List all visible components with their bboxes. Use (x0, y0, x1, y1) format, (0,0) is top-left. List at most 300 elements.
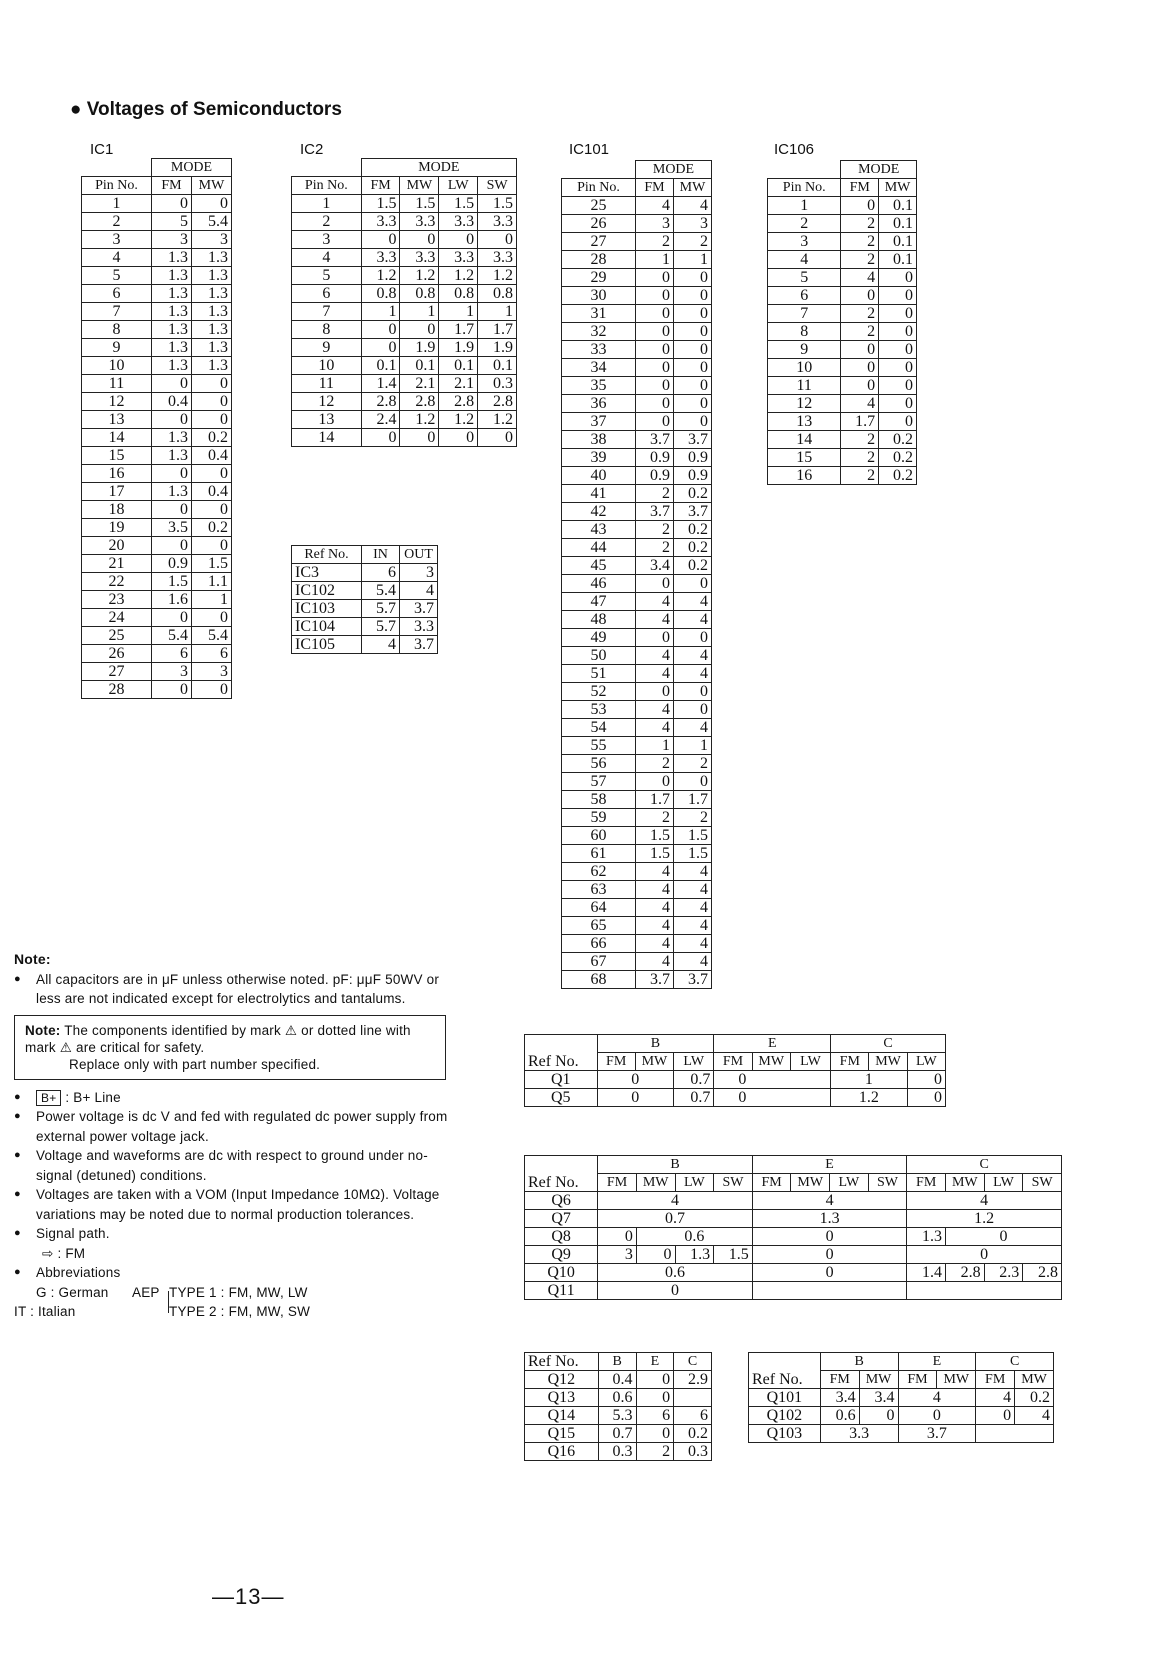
ic2-row (292, 357, 517, 375)
ic1-row (82, 537, 232, 555)
ic106-table (767, 160, 917, 485)
pin-cell: 60 (562, 827, 636, 845)
pin-cell: 9 (768, 341, 841, 359)
ic1-row (82, 645, 232, 663)
value-cell: 0 (192, 609, 232, 627)
value-cell: 2 (674, 233, 712, 251)
ic101-row (562, 971, 712, 989)
ic2-row (292, 321, 517, 339)
q4-row (749, 1389, 1054, 1407)
ic101-table (561, 160, 712, 989)
value-cell: 2 (636, 1443, 674, 1461)
value-cell: 0 (674, 305, 712, 323)
value-cell: 6 (636, 1407, 674, 1425)
pin-cell: 51 (562, 665, 636, 683)
pin-cell: 26 (562, 215, 636, 233)
value-cell: 0 (841, 287, 879, 305)
pin-cell: 31 (562, 305, 636, 323)
value-cell: 1.2 (478, 411, 517, 429)
value-cell: 0 (636, 359, 674, 377)
pin-cell: 5 (292, 267, 362, 285)
q2-group-b: B (598, 1156, 753, 1174)
value-cell: 3.7 (674, 971, 712, 989)
pin-cell: 37 (562, 413, 636, 431)
q3-col-c: C (674, 1353, 712, 1371)
q1-sub: FM (831, 1053, 869, 1071)
pin-cell: 12 (768, 395, 841, 413)
q2-sub: LW (830, 1174, 869, 1192)
q1-group-c: C (831, 1035, 946, 1053)
cell: 0 (898, 1407, 976, 1425)
pin-cell: IC102 (292, 582, 362, 600)
pin-cell: Q14 (525, 1407, 599, 1425)
value-cell: 1 (636, 251, 674, 269)
value-cell: 0.2 (674, 485, 712, 503)
ic101-row (562, 737, 712, 755)
safety-note-title: Note: (25, 1022, 61, 1038)
q4-col-ref: Ref No. (749, 1371, 821, 1389)
value-cell: 1.9 (400, 339, 439, 357)
pin-cell: 4 (768, 251, 841, 269)
notes-title: Note: (14, 951, 51, 967)
q-table-4 (748, 1352, 1054, 1443)
value-cell: 2 (841, 449, 879, 467)
pin-cell: 16 (768, 467, 841, 485)
pin-cell: IC103 (292, 600, 362, 618)
value-cell: 0 (674, 683, 712, 701)
ic101-row (562, 503, 712, 521)
pin-cell: 27 (562, 233, 636, 251)
ic106-row (768, 305, 917, 323)
q1-row (525, 1089, 946, 1107)
ic101-row (562, 413, 712, 431)
pin-cell: 67 (562, 953, 636, 971)
ic101-row (562, 233, 712, 251)
value-cell: 0 (192, 681, 232, 699)
value-cell: 2.4 (361, 411, 400, 429)
q1-sub: MW (752, 1053, 790, 1071)
ic101-row (562, 773, 712, 791)
pin-cell: 39 (562, 449, 636, 467)
value-cell: 4 (636, 593, 674, 611)
ic101-row (562, 647, 712, 665)
value-cell: 1.5 (361, 195, 400, 213)
abbr-type1: TYPE 1 : FM, MW, LW (169, 1284, 308, 1300)
q2-row (525, 1264, 1062, 1282)
value-cell: 3.3 (439, 249, 478, 267)
ic2-row (292, 393, 517, 411)
ic2-row (292, 339, 517, 357)
value-cell: 2 (841, 323, 879, 341)
value-cell: 4 (636, 935, 674, 953)
value-cell: 0 (400, 429, 439, 447)
pin-cell: 65 (562, 917, 636, 935)
ic101-col-pin: Pin No. (562, 179, 636, 197)
ic1-table (81, 158, 232, 699)
value-cell: 1.5 (674, 845, 712, 863)
value-cell: 3.3 (400, 249, 439, 267)
value-cell: 1.3 (152, 357, 192, 375)
pin-cell: 19 (82, 519, 152, 537)
pin-cell: 7 (768, 305, 841, 323)
pin-cell: 29 (562, 269, 636, 287)
q2-group-e: E (752, 1156, 907, 1174)
cell: 0 (976, 1407, 1015, 1425)
cell: 0 (752, 1246, 907, 1264)
value-cell: 4 (636, 665, 674, 683)
value-cell: 5.7 (362, 600, 400, 618)
ic1-row (82, 303, 232, 321)
value-cell: 4 (636, 611, 674, 629)
ic101-row (562, 719, 712, 737)
q3-col-ref: Ref No. (525, 1353, 599, 1371)
ref-ic-row (292, 618, 438, 636)
cell: 0 (752, 1264, 907, 1282)
value-cell: 1.3 (152, 483, 192, 501)
pin-cell: 54 (562, 719, 636, 737)
value-cell: 0 (636, 269, 674, 287)
ic101-label: IC101 (569, 141, 610, 158)
q1-sub: MW (869, 1053, 907, 1071)
value-cell: 3 (674, 215, 712, 233)
q3-row (525, 1371, 712, 1389)
pin-cell: 13 (82, 411, 152, 429)
value-cell: 0 (152, 501, 192, 519)
signal-fm: ⇨ : FM (42, 1245, 86, 1261)
pin-cell: 6 (82, 285, 152, 303)
pin-cell: 14 (768, 431, 841, 449)
pin-cell: 1 (82, 195, 152, 213)
q2-sub: FM (598, 1174, 637, 1192)
ref-ic-table (291, 545, 438, 654)
value-cell: 2 (841, 251, 879, 269)
bline-box: B+ (36, 1090, 61, 1106)
value-cell: 6 (192, 645, 232, 663)
ic1-row (82, 429, 232, 447)
value-cell: 1.3 (192, 339, 232, 357)
pin-cell: 11 (768, 377, 841, 395)
pin-cell: 6 (768, 287, 841, 305)
value-cell: 1.5 (192, 555, 232, 573)
pin-cell: 46 (562, 575, 636, 593)
q1-sub: FM (714, 1053, 752, 1071)
value-cell: 3 (152, 231, 192, 249)
pin-cell: 6 (292, 285, 362, 303)
value-cell: 1.7 (841, 413, 879, 431)
ic101-row (562, 809, 712, 827)
value-cell: 5.3 (598, 1407, 636, 1425)
value-cell: 5.4 (192, 213, 232, 231)
q1-group-e: E (714, 1035, 831, 1053)
pin-cell: 12 (292, 393, 362, 411)
value-cell: 1.3 (152, 285, 192, 303)
ic101-row (562, 629, 712, 647)
ic1-row (82, 483, 232, 501)
value-cell: 0.2 (879, 431, 917, 449)
ic106-row (768, 431, 917, 449)
ic101-row (562, 791, 712, 809)
value-cell: 1.9 (478, 339, 517, 357)
pin-cell: Q15 (525, 1425, 599, 1443)
value-cell: 0 (841, 197, 879, 215)
value-cell: 3.7 (636, 431, 674, 449)
ic106-row (768, 359, 917, 377)
value-cell: 4 (674, 881, 712, 899)
ic101-row (562, 953, 712, 971)
value-cell: 1.3 (152, 267, 192, 285)
pin-cell: 23 (82, 591, 152, 609)
ic1-col-mw: MW (192, 177, 232, 195)
value-cell: 0 (674, 269, 712, 287)
ic101-row (562, 323, 712, 341)
q2-col-ref: Ref No. (525, 1174, 598, 1192)
pin-cell: IC104 (292, 618, 362, 636)
value-cell: 0.1 (879, 215, 917, 233)
value-cell: 3.4 (636, 557, 674, 575)
pin-cell: 57 (562, 773, 636, 791)
value-cell: 5.4 (152, 627, 192, 645)
value-cell: 4 (674, 917, 712, 935)
ic101-row (562, 251, 712, 269)
value-cell: 3.3 (400, 618, 438, 636)
ic101-mode-header: MODE (636, 161, 712, 179)
ic101-col-mw: MW (674, 179, 712, 197)
value-cell: 2.8 (478, 393, 517, 411)
value-cell: 1.4 (361, 375, 400, 393)
q2-sub: FM (907, 1174, 946, 1192)
pin-cell: Q13 (525, 1389, 599, 1407)
value-cell: 1 (674, 251, 712, 269)
value-cell: 2.1 (400, 375, 439, 393)
ic106-row (768, 467, 917, 485)
ic1-row (82, 627, 232, 645)
pin-cell: 14 (292, 429, 362, 447)
cell: Q9 (525, 1246, 598, 1264)
cell: 0 (597, 1089, 674, 1107)
q1-col-ref: Ref No. (525, 1053, 598, 1071)
ic106-col-fm: FM (841, 179, 879, 197)
ic1-label: IC1 (90, 141, 114, 158)
value-cell: 1.1 (192, 573, 232, 591)
value-cell: 2 (841, 305, 879, 323)
ic101-row (562, 215, 712, 233)
value-cell: 0 (192, 375, 232, 393)
pin-cell: 48 (562, 611, 636, 629)
cell: 1.2 (831, 1089, 908, 1107)
ic106-row (768, 287, 917, 305)
cell: 3 (598, 1246, 637, 1264)
value-cell: 0.4 (192, 447, 232, 465)
value-cell: 3.7 (674, 503, 712, 521)
pin-cell: 10 (82, 357, 152, 375)
value-cell: 4 (674, 197, 712, 215)
value-cell: 2 (674, 755, 712, 773)
q2-group-c: C (907, 1156, 1062, 1174)
value-cell: 4 (636, 899, 674, 917)
pin-cell: 2 (82, 213, 152, 231)
value-cell: 3 (636, 215, 674, 233)
abbr-aep: AEP (132, 1284, 160, 1300)
value-cell: 4 (636, 881, 674, 899)
ref-ic-row (292, 600, 438, 618)
pin-cell: 25 (82, 627, 152, 645)
value-cell: 0 (674, 341, 712, 359)
ic101-row (562, 341, 712, 359)
pin-cell: 32 (562, 323, 636, 341)
ic1-row (82, 465, 232, 483)
pin-cell: 40 (562, 467, 636, 485)
cell: 0 (598, 1282, 753, 1300)
value-cell: 0 (636, 1389, 674, 1407)
ic106-row (768, 215, 917, 233)
ic106-row (768, 341, 917, 359)
value-cell: 0 (636, 305, 674, 323)
pin-cell: 11 (292, 375, 362, 393)
cell: 1.4 (907, 1264, 946, 1282)
value-cell: 2 (636, 539, 674, 557)
q1-sub: LW (907, 1053, 945, 1071)
value-cell: 4 (400, 582, 438, 600)
pin-cell: 22 (82, 573, 152, 591)
ic106-row (768, 269, 917, 287)
pin-cell: 12 (82, 393, 152, 411)
value-cell: 5.4 (192, 627, 232, 645)
ic101-row (562, 395, 712, 413)
value-cell: 0 (439, 429, 478, 447)
cell: Q103 (749, 1425, 821, 1443)
ic1-row (82, 249, 232, 267)
value-cell: 2 (636, 809, 674, 827)
value-cell: 4 (841, 269, 879, 287)
value-cell: 3.7 (674, 431, 712, 449)
pin-cell: 13 (292, 411, 362, 429)
value-cell: 1.3 (152, 249, 192, 267)
value-cell: 0.2 (674, 557, 712, 575)
ic2-label: IC2 (300, 141, 324, 158)
q4-row (749, 1425, 1054, 1443)
value-cell: 0.2 (879, 467, 917, 485)
value-cell: 0.4 (598, 1371, 636, 1389)
value-cell: 0 (361, 231, 400, 249)
cell: 2.8 (945, 1264, 984, 1282)
value-cell: 1.9 (439, 339, 478, 357)
value-cell: 0.3 (478, 375, 517, 393)
value-cell: 1 (361, 303, 400, 321)
cell: 1.2 (907, 1210, 1062, 1228)
ic1-row (82, 195, 232, 213)
value-cell: 4 (636, 917, 674, 935)
value-cell: 1.3 (152, 339, 192, 357)
value-cell: 1.3 (152, 303, 192, 321)
value-cell: 0.2 (879, 449, 917, 467)
abbr-type2: TYPE 2 : FM, MW, SW (169, 1303, 311, 1319)
value-cell: 0 (879, 359, 917, 377)
note-signal (14, 1224, 454, 1263)
q3-row (525, 1425, 712, 1443)
cell: 0 (597, 1071, 674, 1089)
value-cell: 1.6 (152, 591, 192, 609)
abbr-title: ● Abbreviations (36, 1265, 121, 1280)
value-cell: 4 (636, 719, 674, 737)
value-cell: 0 (879, 341, 917, 359)
value-cell: 0.8 (439, 285, 478, 303)
ic106-row (768, 233, 917, 251)
ic101-row (562, 755, 712, 773)
ic101-row (562, 305, 712, 323)
pin-cell: 11 (82, 375, 152, 393)
ic1-row (82, 501, 232, 519)
value-cell: 0 (674, 629, 712, 647)
ic101-row (562, 539, 712, 557)
value-cell: 4 (636, 953, 674, 971)
q2-sub: LW (984, 1174, 1023, 1192)
note-bline (14, 1088, 454, 1108)
value-cell: 0 (636, 575, 674, 593)
q-table-2 (524, 1155, 1062, 1300)
q4-sub: MW (1015, 1371, 1054, 1389)
value-cell: 0.4 (152, 393, 192, 411)
ic106-mode-header: MODE (841, 161, 917, 179)
ic106-row (768, 197, 917, 215)
value-cell: 4 (674, 935, 712, 953)
ic101-row (562, 197, 712, 215)
value-cell: 4 (636, 197, 674, 215)
value-cell: 0.9 (674, 449, 712, 467)
pin-cell: 15 (82, 447, 152, 465)
ic101-row (562, 683, 712, 701)
cell: 1.3 (752, 1210, 907, 1228)
q4-group-e: E (898, 1353, 976, 1371)
value-cell: 4 (674, 719, 712, 737)
value-cell: 0 (636, 1371, 674, 1389)
note-power: ● Power voltage is dc V and fed with regulated dc power supply from external power voltage jack. (14, 1107, 454, 1146)
ic101-col-fm: FM (636, 179, 674, 197)
value-cell: 1.3 (192, 249, 232, 267)
note-voltage: ● Voltage and waveforms are dc with respect to ground under no-signal (detuned) conditions. (14, 1146, 454, 1185)
q4-group-c: C (976, 1353, 1054, 1371)
pin-cell: 34 (562, 359, 636, 377)
value-cell: 0.8 (478, 285, 517, 303)
cell: 0.6 (598, 1264, 753, 1282)
pin-cell: 1 (292, 195, 362, 213)
pin-cell: 8 (82, 321, 152, 339)
value-cell: 1.7 (636, 791, 674, 809)
pin-cell: 28 (82, 681, 152, 699)
page-number: —13— (212, 1584, 285, 1609)
value-cell: 4 (636, 863, 674, 881)
cell: 0 (714, 1071, 831, 1089)
value-cell: 1.3 (152, 447, 192, 465)
ic1-row (82, 285, 232, 303)
value-cell: 0 (361, 339, 400, 357)
value-cell: 0.1 (400, 357, 439, 375)
ic1-row (82, 591, 232, 609)
cell: 0 (752, 1228, 907, 1246)
note-capacitors: ● All capacitors are in μF unless otherwise noted. pF: μμF 50WV or less are not indicated except for electrolytics and tantalums. (14, 970, 454, 1009)
ic101-row (562, 611, 712, 629)
value-cell: 0 (152, 681, 192, 699)
value-cell: 3 (400, 564, 438, 582)
q2-row (525, 1228, 1062, 1246)
value-cell: 2.8 (361, 393, 400, 411)
pin-cell: 49 (562, 629, 636, 647)
value-cell: 5.7 (362, 618, 400, 636)
ic101-row (562, 593, 712, 611)
cell: 3.7 (898, 1425, 976, 1443)
q2-row (525, 1192, 1062, 1210)
pin-cell: IC3 (292, 564, 362, 582)
value-cell: 1.3 (192, 285, 232, 303)
